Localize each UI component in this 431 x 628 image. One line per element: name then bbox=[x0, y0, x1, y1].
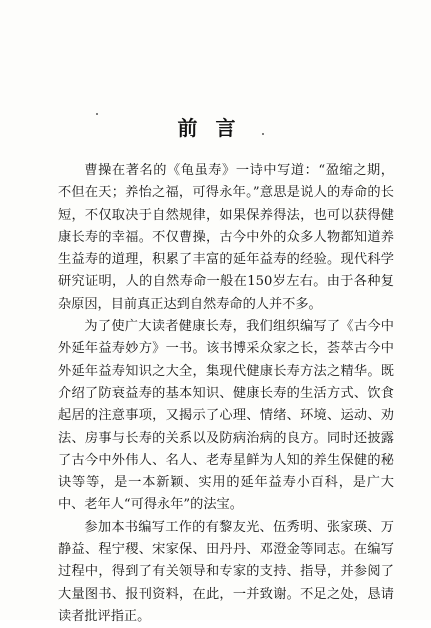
paragraph-1: 曹操在著名的《龟虽寿》一诗中写道：“盈缩之期，不但在天；养怡之福，可得永年。”意思是说人的寿命的长短，不仅取决于自然规律，如果保养得法，也可以获得健康长寿的幸福。不仅曹操，古今中外的众多人物都知道养生益寿的道理，积累了丰富的延年益寿的经验。现代科学研究证明，人的自然寿命一般在150岁左右。由于各种复杂原因，目前真正达到自然寿命的人并不多。 bbox=[58, 163, 394, 312]
paragraph-3: 参加本书编写工作的有黎友光、伍秀明、张家瑛、万静益、程宁稷、宋家保、田丹丹、邓澄金等同志。在编写过程中，得到了有关领导和专家的支持、指导，并参阅了大量图书、报刊资料，在此，一并致谢。不足之处，恳请读者批评指正。 bbox=[58, 519, 394, 624]
page-title: 前言 bbox=[177, 116, 254, 140]
paragraph-2: 为了使广大读者健康长寿，我们组织编写了《古今中外延年益寿妙方》一书。该书博采众家之长，荟萃古今中外延年益寿知识之大全，集现代健康长寿方法之精华。既介绍了防衰益寿的基本知识、健康长寿的生活方式、饮食起居的注意事项，又揭示了心理、情绪、环境、运动、劝法、房事与长寿的关系以及防病治病的良方。同时还披露了古今中外伟人、名人、老寿星鲜为人知的养生保健的秘诀等等，是一本新颖、实用的延年益寿小百科，是广大中、老年人“可得永年”的法宝。 bbox=[58, 319, 394, 513]
preface-body bbox=[58, 160, 394, 628]
